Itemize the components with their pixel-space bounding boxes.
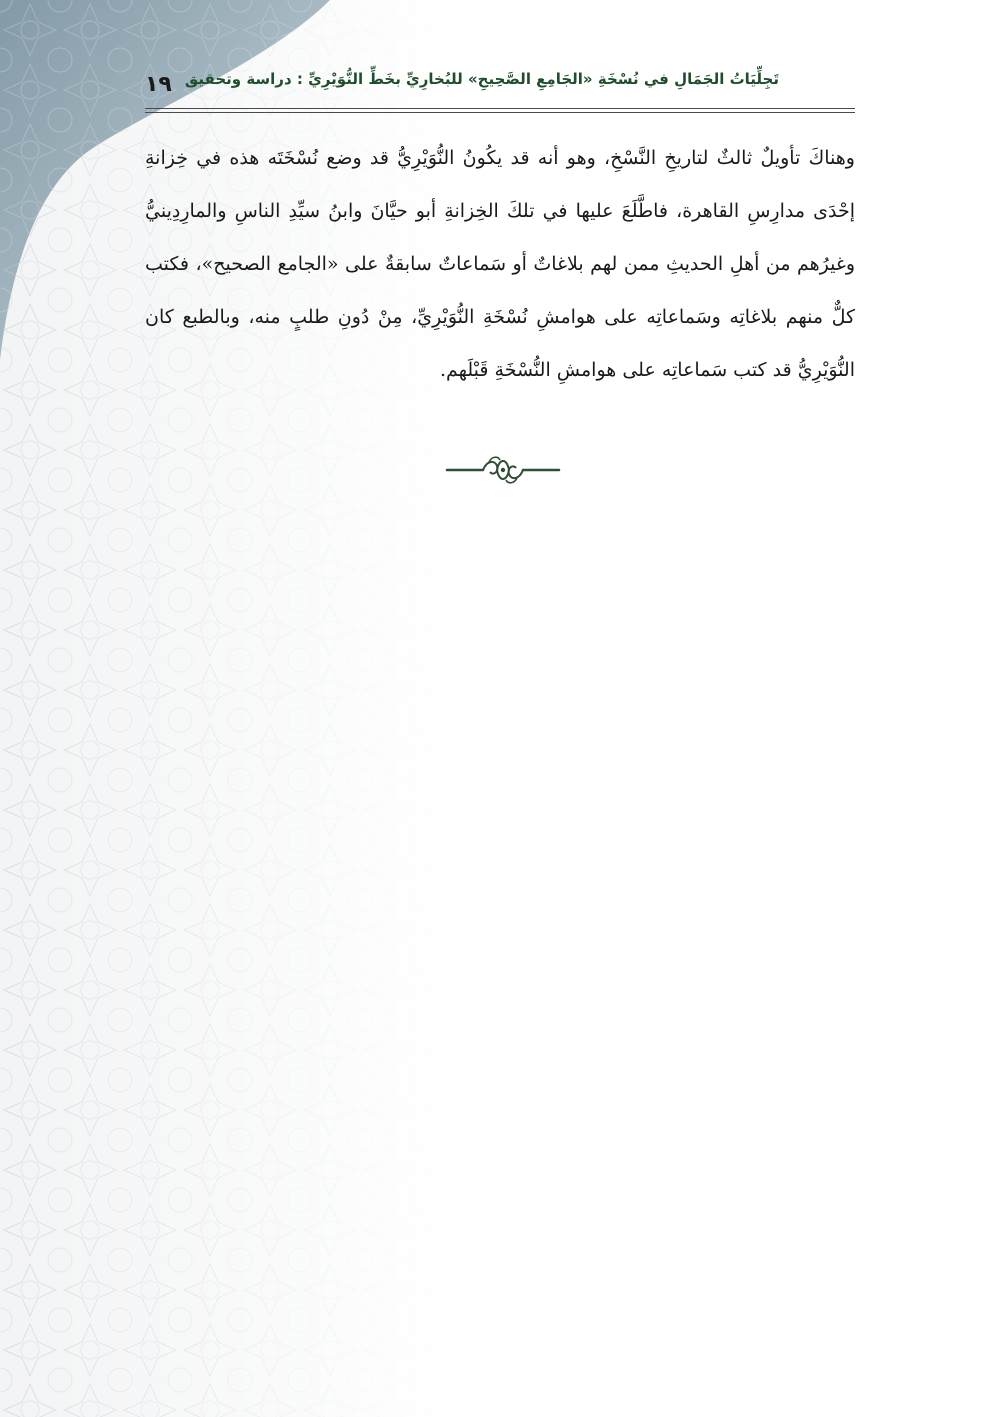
header-rule [145, 108, 855, 109]
page-number: ١٩ [145, 72, 172, 97]
body-paragraph: وهناكَ تأويلٌ ثالثٌ لتاريخِ النَّسْخِ، وهو أنه قد يكُونُ النُّوَيْرِيُّ قد وضع نُسْخَتَه هذه في خِزانةِ إحْدَى مدارِسِ القاهرة، فاطَّلَعَ عليها في تلكَ الخِزانةِ أبو حيَّانَ وابنُ سيِّدِ الناسِ والمارِدِينيُّ وغيرُهم من أهلِ الحديثِ ممن لهم بلاغاتٌ أو سَماعاتٌ سابقةٌ على «الجامع الصحيح»، فكتب كلٌّ منهم بلاغاتِه وسَماعاتِه على هوامشِ نُسْخَةِ النُّوَيْرِيِّ، مِنْ دُونِ طلبٍ منه، وبالطبع كان النُّوَيْرِيُّ قد كتب سَماعاتِه على هوامشِ النُّسْخَةِ قَبْلَهم. [145, 147, 855, 381]
page-header [145, 62, 855, 106]
floral-divider-ornament [445, 452, 561, 488]
running-title: تَجِلِّيَاتُ الجَمَالِ في نُسْخَةِ «الجَامِعِ الصَّحِيحِ» للبُخارِيِّ بخَطِّ النُّوَيْرِيِّ : دراسة وتحقيق [184, 70, 779, 88]
header-rule-double [145, 112, 855, 113]
